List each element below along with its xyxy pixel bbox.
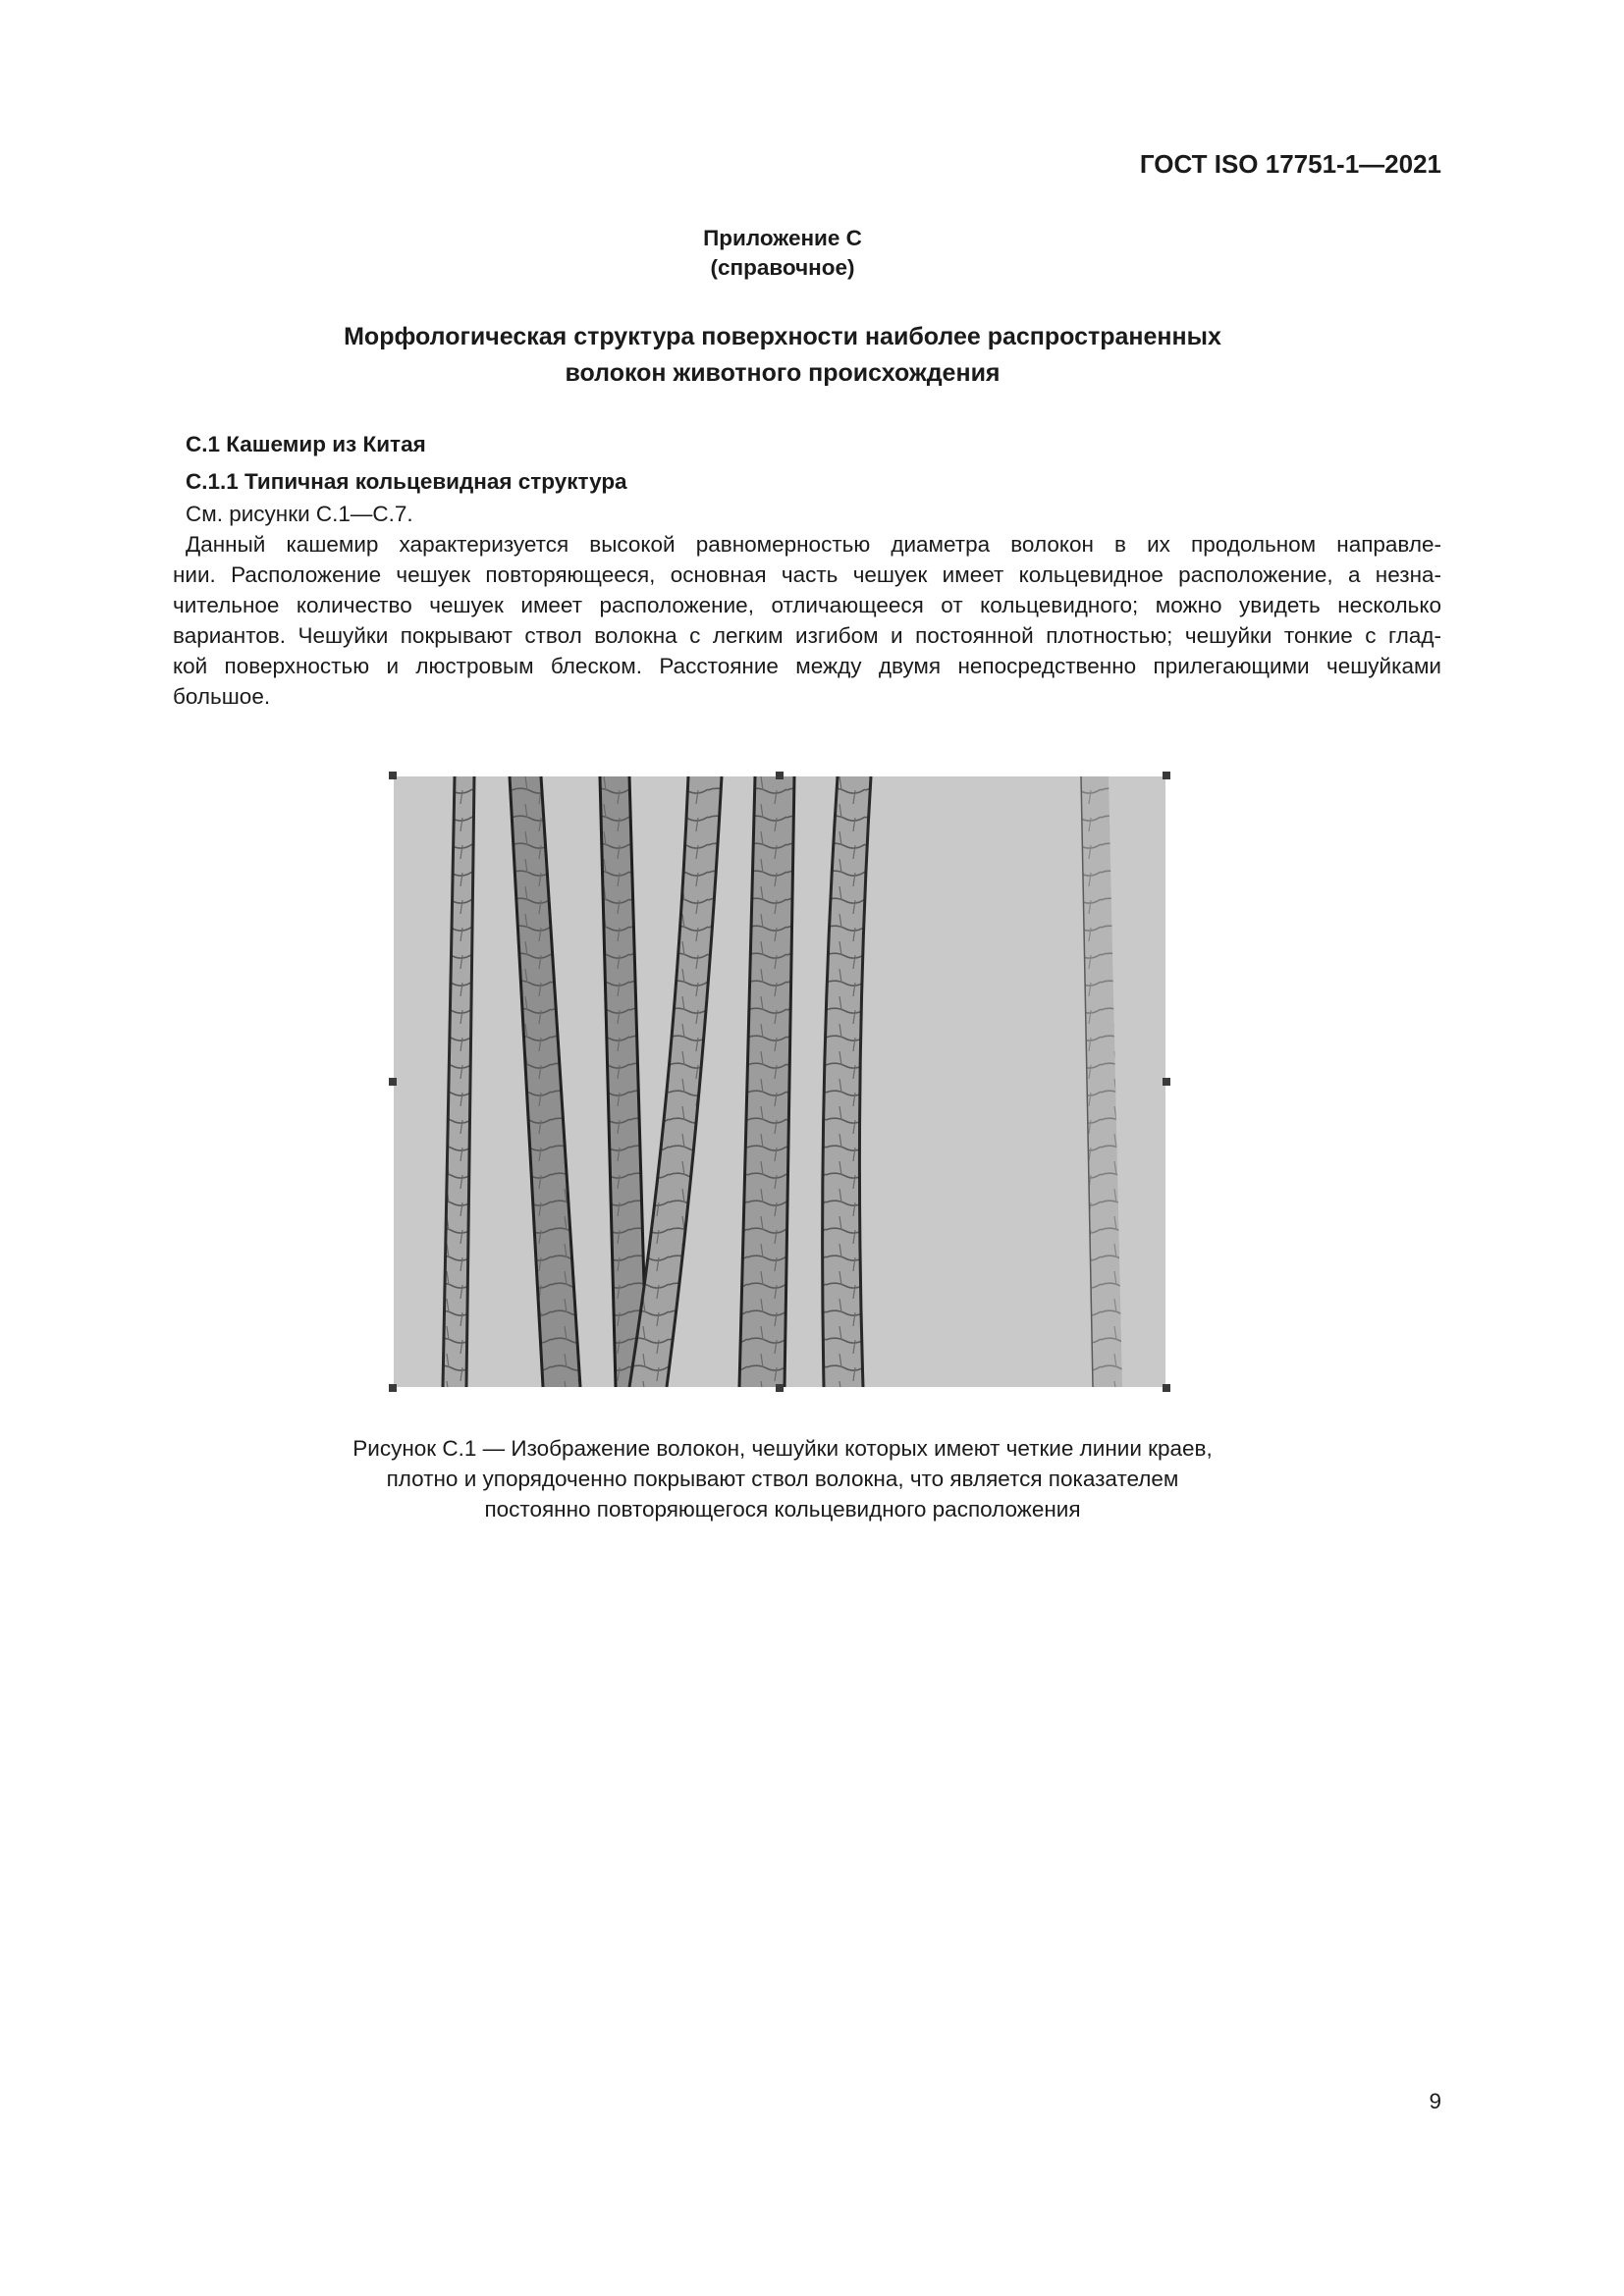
figure-handle-top-right [1163,772,1170,779]
caption-line-3: постоянно повторяющегося кольцевидного расположения [484,1497,1081,1522]
section-heading-c1: С.1 Кашемир из Китая [186,432,426,456]
standard-code: ГОСТ ISO 17751-1—2021 [1139,149,1441,179]
page-number: 9 [1429,2089,1441,2113]
annex-type: (справочное) [710,255,855,280]
body-line-6: большое. [173,684,271,709]
annex-heading [0,224,1565,283]
figure-caption [0,1433,1565,1524]
body-line-5: кой поверхностью и люстровым блеском. Расстояние между двумя непосредственно прилегающими чешуйками [173,654,1441,678]
see-figures-text: См. рисунки С.1—С.7. [186,502,413,526]
figure-c1 [389,772,1170,1392]
micrograph-illustration [394,776,1165,1387]
figure-handle-middle-left [389,1078,397,1086]
figure-handle-bottom-right [1163,1384,1170,1392]
body-line-3: чительное количество чешуек имеет расположение, отличающееся от кольцевидного; можно увидеть несколько [173,593,1441,617]
body-line-4: вариантов. Чешуйки покрывают ствол волокна с легким изгибом и постоянной плотностью; чешуйки тонкие с глад- [173,623,1441,648]
figure-handle-middle-right [1163,1078,1170,1086]
fiber-micrograph [394,776,1165,1387]
caption-line-2: плотно и упорядоченно покрывают ствол волокна, что является показателем [386,1467,1179,1491]
annex-label: Приложение С [703,226,862,250]
body-line-1: Данный кашемир характеризуется высокой равномерностью диаметра волокон в их продольном направле- [186,532,1441,557]
caption-line-1: Рисунок С.1 — Изображение волокон, чешуйки которых имеют четкие линии краев, [352,1436,1213,1461]
figure-handle-top-middle [776,772,784,779]
figure-handle-bottom-left [389,1384,397,1392]
figure-handle-top-left [389,772,397,779]
document-title [0,319,1565,392]
title-line-2: волокон животного происхождения [565,359,1001,387]
figure-handle-bottom-middle [776,1384,784,1392]
title-line-1: Морфологическая структура поверхности наиболее распространенных [344,323,1221,350]
body-line-2: нии. Расположение чешуек повторяющееся, основная часть чешуек имеет кольцевидное расположение, а незна- [173,562,1441,587]
section-heading-c1-1: С.1.1 Типичная кольцевидная структура [186,469,627,494]
